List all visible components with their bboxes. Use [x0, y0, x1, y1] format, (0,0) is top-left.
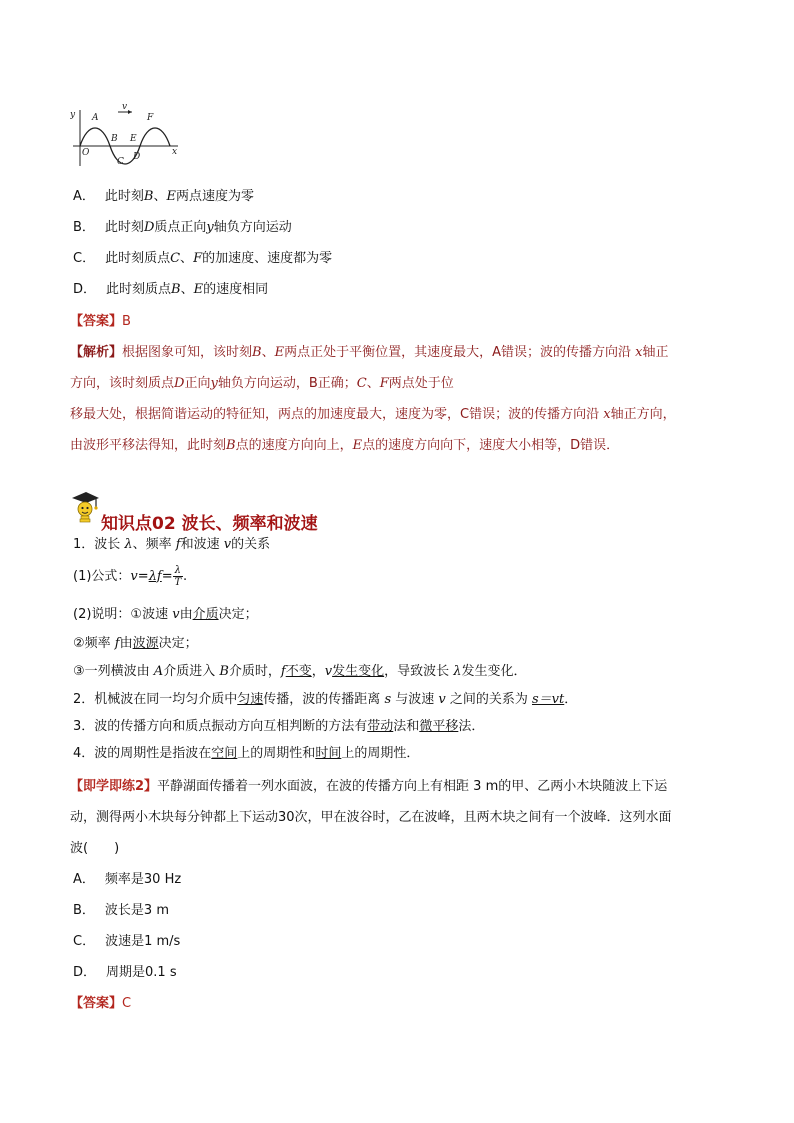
point-d-label: D — [133, 152, 141, 162]
q1-option-a[interactable]: A． 此时刻B、E两点速度为零 — [73, 189, 255, 204]
point-f-label: F — [147, 113, 154, 123]
q2-option-b[interactable]: B． 波长是3 m — [73, 903, 169, 918]
q2-answer: 【答案】C — [70, 996, 132, 1011]
q1-option-d[interactable]: D． 此时刻质点B、E的速度相同 — [73, 282, 269, 297]
v-label: v — [122, 102, 128, 112]
q2-label: 【即学即练2】 — [70, 779, 158, 794]
formula-fraction: $\frac{\lambda}{T}$ — [174, 565, 182, 588]
knowledge-formula-line: (1)公式：v=λf= $\frac{\lambda}{T}$ . — [73, 565, 188, 588]
y-label: y — [70, 110, 76, 120]
q2-option-c[interactable]: C． 波速是1 m/s — [73, 934, 181, 949]
knowledge-item-4: 3．波的传播方向和质点振动方向互相判断的方法有带动法和微平移法． — [73, 719, 485, 734]
q2-option-a[interactable]: A． 频率是30 Hz — [73, 872, 182, 887]
knowledge-item-2-note-3: ③一列横波由 A介质进入 B介质时，f不变，v发生变化，导致波长 λ发生变化． — [73, 664, 527, 679]
x-label: x — [172, 147, 178, 157]
q1-analysis-line-2: 方向，该时刻质点D正向y轴负方向运动，B正确；C、F两点处于位 — [70, 376, 454, 391]
origin-label: O — [82, 148, 90, 158]
knowledge-item-2-note-1: (2)说明：①波速 v由介质决定； — [73, 607, 258, 622]
q2-stem-line-2: 动，测得两小木块每分钟都上下运动30次，甲在波谷时，乙在波峰，且两木块之间有一个波峰．这列水面 — [70, 810, 672, 825]
q1-answer: 【答案】B — [70, 314, 131, 329]
knowledge-item-2-note-2: ②频率 f由波源决定； — [73, 636, 198, 651]
q1-option-b[interactable]: B． 此时刻D质点正向y轴负方向运动 — [73, 220, 292, 235]
q1-option-c[interactable]: C． 此时刻质点C、F的加速度、速度都为零 — [73, 251, 333, 266]
knowledge-item-5: 4．波的周期性是指波在空间上的周期性和时间上的周期性． — [73, 746, 420, 761]
q2-stem-line-3: 波( ) — [70, 841, 120, 856]
q2-stem-line-1: 【即学即练2】平静湖面传播着一列水面波，在波的传播方向上有相距 3 m的甲、乙两小木块随波上下运 — [70, 779, 668, 794]
knowledge-item-1: 1．波长 λ、频率 f和波速 v的关系 — [73, 537, 271, 552]
knowledge-title: 知识点02 波长、频率和波速 — [101, 514, 318, 534]
q1-analysis-line-4: 由波形平移法得知，此时刻B点的速度方向向上，E点的速度方向向下，速度大小相等，D错误． — [70, 438, 620, 453]
knowledge-item-3: 2．机械波在同一均匀介质中匀速传播，波的传播距离 s 与波速 v 之间的关系为 s＝vt． — [73, 692, 578, 707]
point-b-label: B — [111, 134, 118, 144]
point-e-label: E — [130, 134, 137, 144]
wave-figure — [70, 100, 185, 168]
q2-option-d[interactable]: D． 周期是0.1 s — [73, 965, 177, 980]
q1-analysis-line-3: 移最大处，根据简谐运动的特征知，两点的加速度最大，速度为零，C错误；波的传播方向沿 x轴正方向， — [70, 407, 676, 422]
q1-analysis-line-1: 【解析】根据图象可知，该时刻B、E两点正处于平衡位置，其速度最大，A错误；波的传播方向沿 x轴正 — [70, 345, 669, 360]
point-a-label: A — [92, 113, 99, 123]
arrow-head — [128, 110, 132, 114]
point-c-label: C — [117, 157, 124, 167]
formula-lambda-f: λf — [148, 569, 162, 584]
graduation-cap-icon — [70, 490, 100, 524]
